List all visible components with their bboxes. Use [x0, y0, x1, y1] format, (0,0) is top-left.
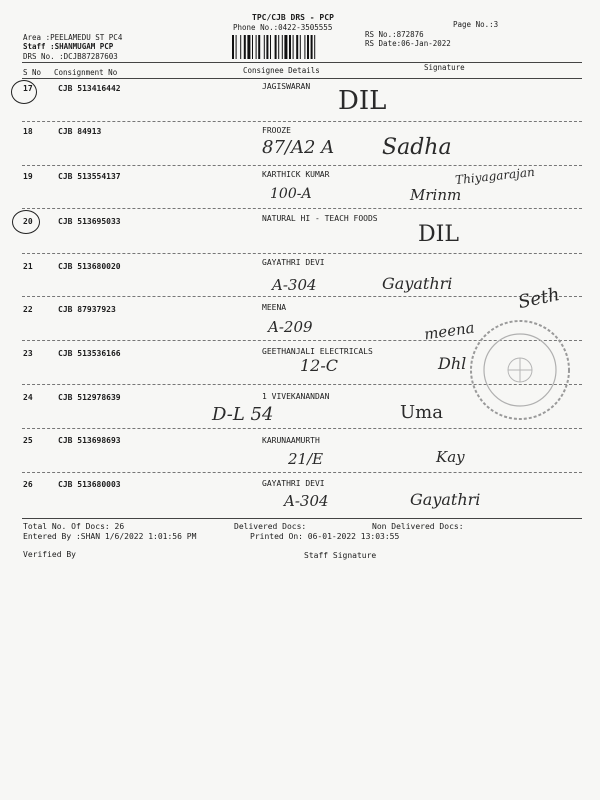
barcode: [232, 35, 362, 59]
row-consignment: CJB 84913: [58, 127, 102, 136]
row-sno: 17: [23, 84, 33, 93]
printed-on: Printed On: 06-01-2022 13:03:55: [250, 532, 400, 541]
column-signature: Signature: [424, 63, 465, 72]
staff-signature: Staff Signature: [304, 551, 377, 560]
handwritten-address: 87/A2 A: [262, 137, 335, 158]
row-consignee: MEENA: [262, 303, 287, 312]
row-consignee: GAYATHRI DEVI: [262, 258, 325, 267]
handwritten-signature: meena: [422, 318, 476, 344]
column-consignee: Consignee Details: [243, 66, 320, 75]
row-sno: 18: [23, 127, 33, 136]
column-sno: S No: [23, 68, 42, 77]
area-label: Area :PEELAMEDU ST PC4: [23, 33, 123, 42]
handwritten-address: 21/E: [288, 450, 324, 468]
row-consignment: CJB 513536166: [58, 349, 121, 358]
handwritten-signature: Sadha: [382, 135, 452, 160]
handwritten-note: Seth: [516, 283, 562, 314]
handwritten-address: 100-A: [270, 186, 312, 202]
handwritten-address: 12-C: [300, 356, 339, 375]
row-consignment: CJB 512978639: [58, 393, 121, 402]
header-rule-bottom: [22, 78, 582, 79]
row-sno: 23: [23, 349, 33, 358]
entered-by: Entered By :SHAN 1/6/2022 1:01:56 PM: [23, 532, 197, 541]
row-consignee: GEETHANJALI ELECTRICALS: [262, 347, 373, 356]
row-consignment: CJB 513698693: [58, 436, 121, 445]
row-consignment: CJB 513416442: [58, 84, 121, 93]
drs-number: DRS No. :DCJB87287603: [23, 52, 118, 61]
row-consignment: CJB 87937923: [58, 305, 116, 314]
row-consignee: NATURAL HI - TEACH FOODS: [262, 214, 378, 223]
row-consignee: FROOZE: [262, 126, 291, 135]
handwritten-signature: Gayathri: [410, 490, 481, 509]
row-consignment: CJB 513680020: [58, 262, 121, 271]
total-docs: Total No. Of Docs: 26: [23, 522, 125, 531]
row-sno: 19: [23, 172, 33, 181]
handwritten-circle-mark: [11, 80, 37, 104]
rs-number: RS No.:872876: [365, 30, 424, 39]
company-stamp: [468, 318, 572, 422]
handwritten-circle-mark: [12, 210, 40, 234]
row-sno: 24: [23, 393, 33, 402]
page-number: Page No.:3: [453, 20, 499, 29]
handwritten-signature: Gayathri: [382, 274, 453, 293]
column-consignment: Consignment No: [54, 68, 118, 77]
handwritten-signature: DIL: [338, 86, 387, 116]
handwritten-signature: DIL: [418, 222, 459, 247]
row-consignment: CJB 513680003: [58, 480, 121, 489]
handwritten-address: A-304: [284, 492, 329, 510]
handwritten-signature: Uma: [400, 402, 443, 423]
handwritten-address: D-L 54: [212, 404, 274, 425]
row-sno: 20: [23, 217, 33, 226]
header-rule-top: [22, 62, 582, 63]
staff-label: Staff :SHANMUGAM PCP: [23, 42, 114, 51]
row-sno: 25: [23, 436, 33, 445]
non-delivered-docs: Non Delivered Docs:: [372, 522, 464, 531]
row-consignee: KARUNAAMURTH: [262, 436, 320, 445]
row-consignment: CJB 513554137: [58, 172, 121, 181]
rs-date: RS Date:06-Jan-2022: [365, 39, 451, 48]
document-title: TPC/CJB DRS - PCP: [252, 13, 334, 22]
row-consignee: 1 VIVEKANANDAN: [262, 392, 330, 401]
handwritten-note: Thiyagarajan: [454, 164, 536, 188]
handwritten-address: A-304: [272, 276, 317, 294]
row-sno: 21: [23, 262, 33, 271]
phone-number: Phone No.:0422-3505555: [233, 23, 333, 32]
handwritten-signature: Kay: [436, 448, 465, 466]
row-consignee: JAGISWARAN: [262, 82, 311, 91]
handwritten-signature: Mrinm: [410, 186, 462, 204]
table-bottom-rule: [22, 518, 582, 519]
verified-by: Verified By: [23, 550, 76, 559]
row-consignee: GAYATHRI DEVI: [262, 479, 325, 488]
handwritten-signature: Dhl: [438, 354, 467, 373]
row-consignment: CJB 513695033: [58, 217, 121, 226]
row-sno: 26: [23, 480, 33, 489]
delivered-docs: Delivered Docs:: [234, 522, 307, 531]
row-consignee: KARTHICK KUMAR: [262, 170, 330, 179]
row-sno: 22: [23, 305, 33, 314]
handwritten-address: A-209: [268, 318, 313, 336]
